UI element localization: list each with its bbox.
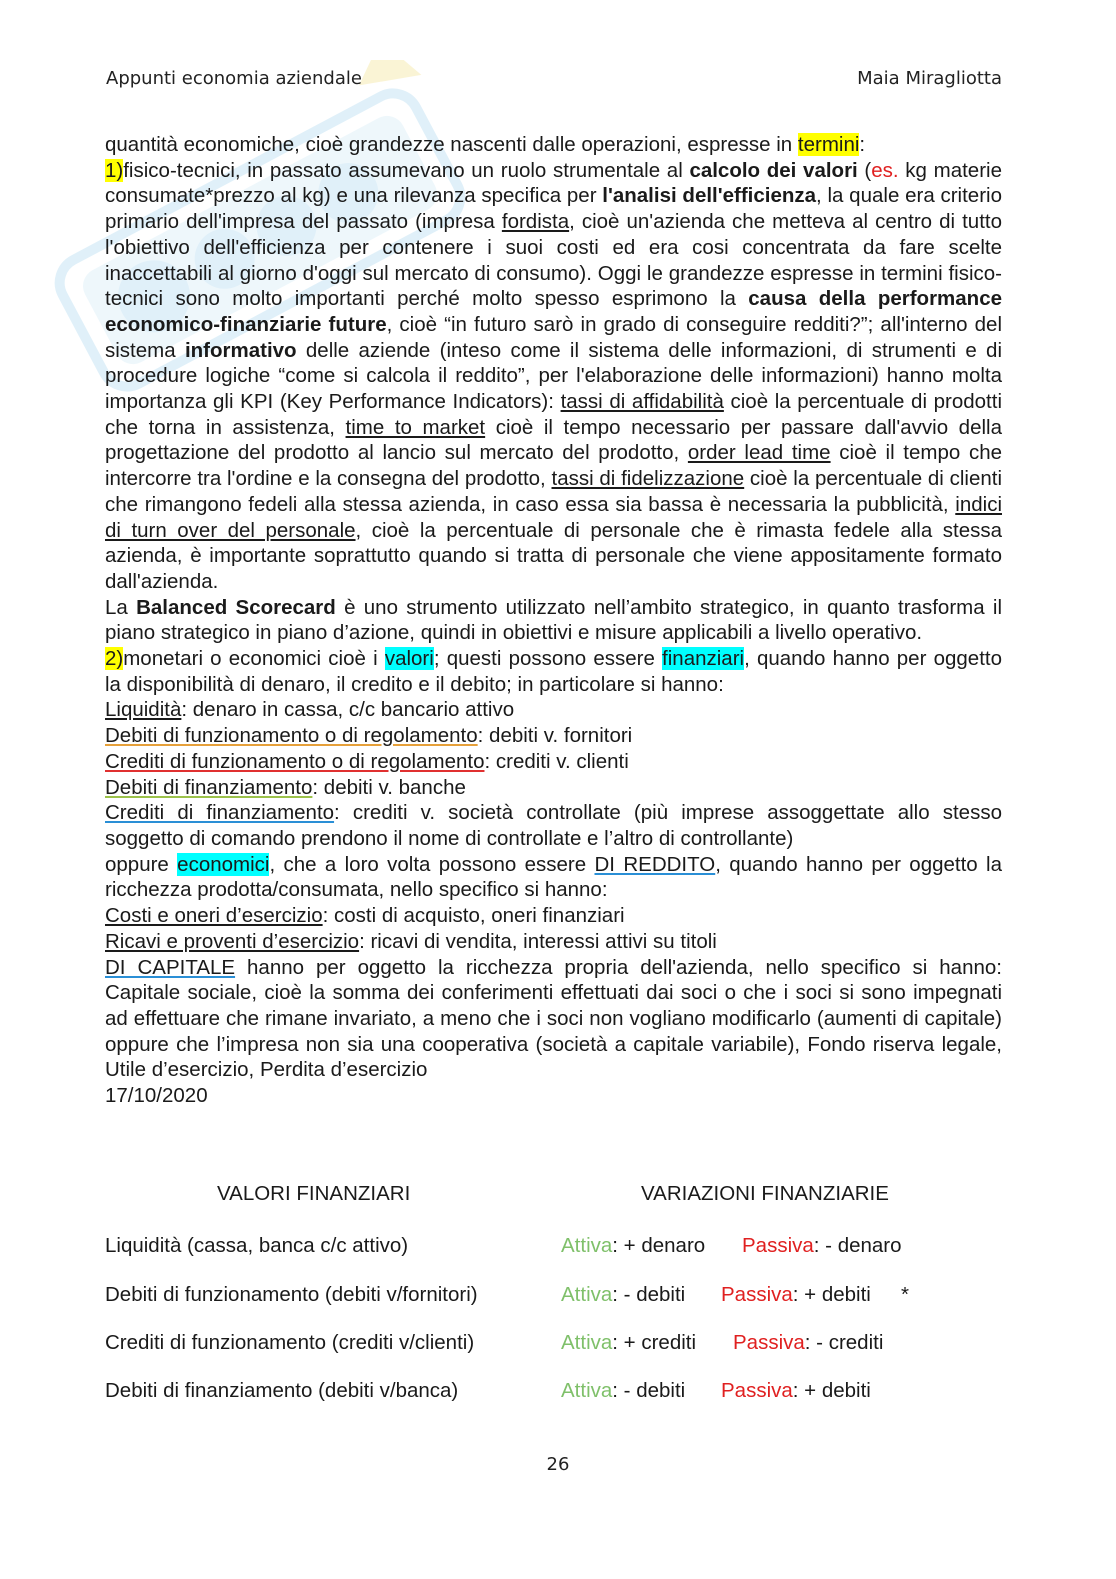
underlined-term: Ricavi e proventi d’esercizio [105,929,360,953]
underlined-term: tassi di fidelizzazione [551,467,745,491]
active-label: Attiva [561,1283,613,1306]
active-variation [561,1234,705,1259]
passive-variation [721,1379,871,1404]
text-run: quantità economiche, cioè grandezze nascenti dalle operazioni, espresse in [105,133,798,156]
text-run: , quando hanno per oggetto la ricchezza prodotta/consumata, nello specifico si hanno: [105,852,1002,902]
list-item [105,775,1002,801]
row-label: Crediti di funzionamento (crediti v/clienti) [105,1331,475,1354]
row-label: Debiti di finanziamento (debiti v/banca) [105,1379,459,1402]
text-run: , la quale era criterio primario dell'impresa del passato (impresa [105,184,1002,234]
text-run: , cioè un'azienda che metteva al centro di tutto l'obiettivo dell'efficienza per contenere i suoi costi ed era cosi concentrata da fare scelte inaccettabili al giorno d'oggi sul mercato di consumo). Oggi le grandezze espresse in termini fisico-tecnici sono molto importanti perché molto spesso esprimono la [105,210,1002,311]
text-run: La [105,595,137,619]
paragraph-balanced-scorecard [105,595,1002,646]
header-title: Appunti economia aziendale [106,68,362,89]
active-label: Attiva [561,1331,613,1354]
list-item [105,929,1002,955]
highlight-finanziari: finanziari [662,647,745,671]
list-item [105,800,1002,851]
underlined-term: time to market [345,415,486,439]
header-author: Maia Miragliotta [857,68,1002,89]
passive-value: : - crediti [804,1331,884,1354]
active-value: : + crediti [612,1331,697,1354]
list-item [105,903,1002,929]
list-number: 2) [105,647,124,671]
table-row [105,1331,1002,1361]
passive-variation [742,1234,902,1259]
text-run: fisico-tecnici, in passato assumevano un ruolo strumentale al [123,158,690,182]
underlined-term: Costi e oneri d’esercizio [105,904,323,928]
bold-term: Balanced Scorecard [136,595,336,619]
date-line: 17/10/2020 [105,1084,208,1108]
table-row [105,1283,1002,1313]
text-run: ( [857,158,872,182]
text-run: delle aziende (inteso come il sistema delle informazioni, di strumenti e di procedure logiche “come si calcola il reddito”, per l'elaborazione delle informazioni) hanno molta importanza gli KPI (Key Performance Indicators): [105,338,1002,414]
red-text: es. [871,158,899,182]
active-value: : - debiti [612,1283,686,1306]
table-row [105,1234,1002,1264]
active-label: Attiva [561,1234,613,1257]
paragraph-economici [105,852,1002,903]
text-run: cioè il tempo che intercorre tra l'ordine e la consegna del prodotto, [105,441,1002,491]
text-run: oppure [105,852,178,876]
bold-term: calcolo dei valori [689,158,858,182]
text-run: kg materie consumate*prezzo al kg) e una rilevanza specifica per [105,158,1002,208]
underlined-term: Liquidità [105,698,182,722]
underlined-term: order lead time [687,441,831,465]
table-row [105,1379,1002,1409]
list-number: 1) [105,158,124,182]
text-run: , quando hanno per oggetto la disponibilità di denaro, il credito e il debito; in particolare si hanno: [105,647,1003,696]
column-header-values: VALORI FINANZIARI [217,1182,411,1205]
row-label: Debiti di funzionamento (debiti v/fornitori) [105,1283,478,1306]
underlined-term: fordista [501,210,570,234]
paragraph-fisico-tecnici [105,158,1002,595]
underlined-term: indici di turn over del personale [105,492,1002,542]
paragraph-capitale [105,955,1002,1084]
text-run: hanno per oggetto la ricchezza propria dell'azienda, nello specifico si hanno: Capitale sociale, cioè la somma dei conferimenti effettuati dai soci o che i soci si sono impegnati ad effettuare che rimane invariato, a meno che i soci non vogliano modificarlo (aumenti di capitale) oppure che l’impresa non sia una cooperativa (società a capitale variabile), Fondo riserva legale, Utile d’esercizio, Perdita d’esercizio [105,955,1002,1082]
text-run: monetari o economici cioè i [123,647,385,671]
underlined-term: Debiti di funzionamento o di regolamento [105,724,478,748]
underlined-term: tassi di affidabilità [560,390,724,414]
text-run: , cioè la percentuale di personale che è rimasta fedele alla stessa azienda, è importante soprattutto quando si tratta di personale che viene appositamente formato dall'azienda. [105,518,1002,593]
list-item [105,723,1002,749]
passive-value: : + debiti [792,1379,871,1402]
list-item [105,749,1002,775]
bold-term: causa della performance economico-finanziarie future [105,287,1003,336]
passive-label: Passiva [742,1234,814,1257]
text-run: : crediti v. società controllate (più imprese assoggettate allo stesso soggetto di comando prendono il nome di controllate e l’altro di controllante) [105,801,1002,850]
passive-variation [721,1283,871,1308]
text-run: cioè il tempo necessario per passare dall'avvio della progettazione del prodotto al lancio sul mercato del prodotto, [105,415,1002,465]
text-run: cioè la percentuale di clienti che rimangono fedeli alla stessa azienda, in caso essa sia bassa è necessaria la pubblicità, [105,467,1002,516]
passive-variation [733,1331,883,1356]
text-run: è uno strumento utilizzato nell’ambito strategico, in quanto trasforma il piano strategico in piano d’azione, quindi in obiettivi e misure applicabili a livello operativo. [105,595,1003,645]
passive-label: Passiva [721,1283,793,1306]
underlined-term: Crediti di funzionamento o di regolamento [105,749,485,773]
active-value: : + denaro [612,1234,706,1257]
row-label: Liquidità (cassa, banca c/c attivo) [105,1234,409,1257]
text-run: , che a loro volta possono essere [269,852,595,876]
text-run: cioè la percentuale di prodotti che torna in assistenza, [105,390,1002,439]
active-variation [561,1331,696,1356]
active-label: Attiva [561,1379,613,1402]
underlined-term: DI REDDITO [594,852,716,876]
passive-value: : - denaro [813,1234,902,1257]
underlined-term: Crediti di finanziamento [105,801,335,825]
text-run: ; questi possono essere [433,647,663,671]
text-run: : crediti v. clienti [484,749,629,773]
underlined-term: DI CAPITALE [105,955,236,979]
highlight-valori: valori [384,647,434,671]
paragraph-monetari [105,646,1002,697]
list-item [105,697,1002,723]
active-value: : - debiti [612,1379,686,1402]
text-run: , cioè “in futuro sarò in grado di conseguire redditi?”; all'interno del sistema [105,312,1002,362]
bold-term: informativo [184,338,297,362]
page-number: 26 [546,1454,570,1475]
highlight-economici: economici [177,852,270,876]
passive-label: Passiva [733,1331,805,1354]
text-run: : debiti v. banche [312,775,466,799]
text-run: : denaro in cassa, c/c bancario attivo [181,698,515,722]
text-run: : ricavi di vendita, interessi attivi su titoli [359,929,717,953]
note-asterisk: * [901,1283,909,1306]
document-body [105,132,1002,1109]
active-variation [561,1379,685,1404]
paragraph-intro [105,132,1002,158]
passive-value: : + debiti [792,1283,871,1306]
highlight-termini: termini [797,133,860,156]
text-run: : debiti v. fornitori [477,724,633,748]
underlined-term: Debiti di finanziamento [105,775,313,799]
bold-term: l'analisi dell'efficienza [602,184,817,208]
text-run: : [859,133,866,156]
text-run: : costi di acquisto, oneri finanziari [322,904,625,928]
active-variation [561,1283,685,1308]
passive-label: Passiva [721,1379,793,1402]
column-header-variations: VARIAZIONI FINANZIARIE [641,1182,889,1205]
